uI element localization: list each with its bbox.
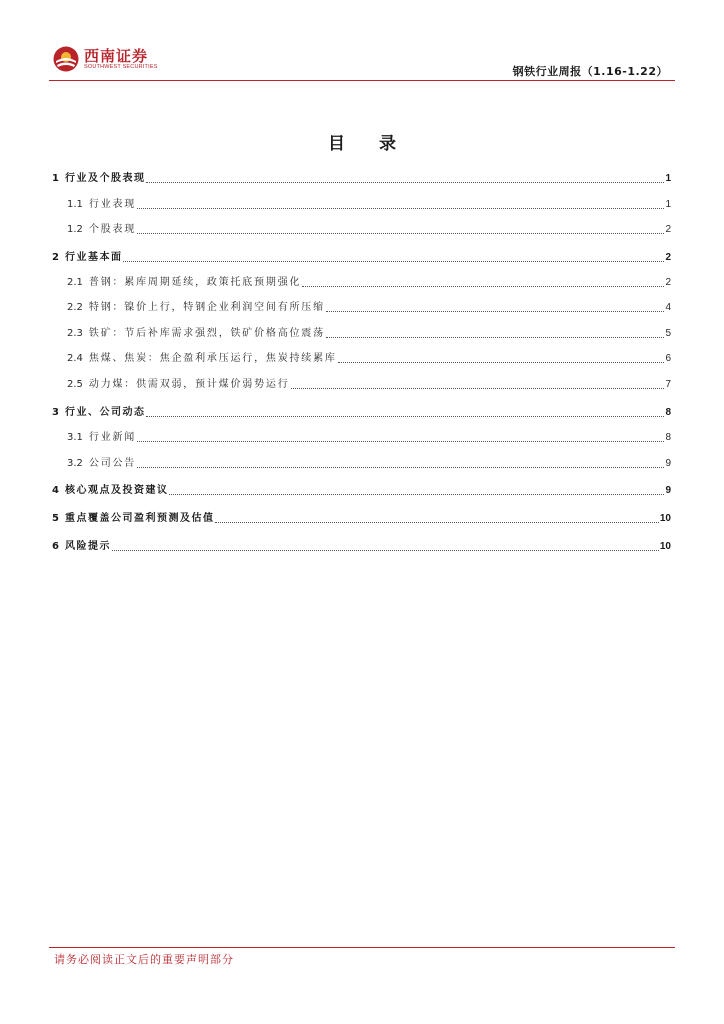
toc-entry-page: 2 — [665, 277, 671, 288]
toc-entry-page: 6 — [665, 353, 671, 364]
toc-dot-leader — [137, 467, 664, 468]
toc-entry[interactable] — [52, 199, 671, 211]
toc-entry-page: 8 — [665, 432, 671, 443]
toc-entry-page: 9 — [665, 458, 671, 469]
toc-dot-leader — [137, 441, 664, 442]
toc-entry-text: 行业及个股表现 — [64, 173, 146, 184]
toc-entry[interactable] — [52, 432, 671, 444]
header-divider — [49, 80, 675, 81]
toc-entry-number: 3.1 — [67, 432, 83, 443]
toc-entry[interactable] — [52, 407, 671, 419]
toc-dot-leader — [326, 311, 665, 312]
toc-entry-number: 2.3 — [67, 328, 83, 339]
toc-entry-text: 行业、公司动态 — [64, 407, 146, 418]
company-logo — [53, 44, 158, 74]
sunrise-logo-icon — [53, 46, 79, 72]
toc-entry-page: 4 — [665, 302, 671, 313]
toc-entry-number: 6 — [52, 541, 59, 552]
toc-entry-text: 特钢：镍价上行，特钢企业利润空间有所压缩 — [88, 302, 325, 313]
toc-entry-text: 焦煤、焦炭：焦企盈利承压运行，焦炭持续累库 — [88, 353, 337, 364]
toc-entry-number: 2.1 — [67, 277, 83, 288]
toc-entry[interactable] — [52, 252, 671, 264]
report-title: 钢铁行业周报（1.16-1.22） — [512, 65, 668, 78]
toc-dot-leader — [123, 261, 664, 262]
toc-entry-number: 2.2 — [67, 302, 83, 313]
toc-entry[interactable] — [52, 224, 671, 236]
toc-entry-number: 3 — [52, 407, 59, 418]
toc-entry-text: 公司公告 — [88, 458, 137, 469]
toc-entry-text: 行业表现 — [88, 199, 137, 210]
toc-entry-text: 风险提示 — [64, 541, 111, 552]
toc-entry-number: 1.1 — [67, 199, 83, 210]
toc-dot-leader — [137, 233, 664, 234]
toc-entry[interactable] — [52, 302, 671, 314]
toc-entry-text: 重点覆盖公司盈利预测及估值 — [64, 513, 215, 524]
toc-entry-page: 1 — [665, 173, 671, 184]
toc-dot-leader — [112, 550, 659, 551]
toc-entry[interactable] — [52, 173, 671, 185]
toc-entry-page: 10 — [659, 541, 671, 552]
footer-divider — [49, 947, 675, 948]
toc-entry[interactable] — [52, 541, 671, 553]
brand-name-cn: 西南证券 — [84, 46, 149, 65]
toc-entry-page: 2 — [665, 252, 671, 263]
toc-entry[interactable] — [52, 379, 671, 391]
brand-name-en: SOUTHWEST SECURITIES — [84, 63, 158, 70]
toc-title: 目 录 — [328, 134, 410, 154]
toc-entry-number: 2.4 — [67, 353, 83, 364]
footer-disclaimer: 请务必阅读正文后的重要声明部分 — [54, 953, 234, 966]
toc-entry-page: 8 — [665, 407, 671, 418]
toc-dot-leader — [137, 208, 664, 209]
toc-entry-text: 动力煤：供需双弱，预计煤价弱势运行 — [88, 379, 290, 390]
toc-entry-text: 行业新闻 — [88, 432, 137, 443]
toc-dot-leader — [302, 286, 664, 287]
toc-entry[interactable] — [52, 513, 671, 525]
toc-entry-number: 3.2 — [67, 458, 83, 469]
toc-entry[interactable] — [52, 353, 671, 365]
toc-dot-leader — [338, 362, 665, 363]
toc-entry-text: 行业基本面 — [64, 252, 123, 263]
toc-entry-page: 10 — [659, 513, 671, 524]
toc-dot-leader — [146, 416, 664, 417]
toc-entry-text: 个股表现 — [88, 224, 137, 235]
toc-entry-page: 7 — [665, 379, 671, 390]
toc-entry-number: 2 — [52, 252, 59, 263]
toc-entry-number: 1.2 — [67, 224, 83, 235]
toc-dot-leader — [291, 388, 665, 389]
toc-dot-leader — [215, 522, 658, 523]
toc-entry[interactable] — [52, 328, 671, 340]
toc-entry-page: 9 — [665, 485, 671, 496]
toc-entry-text: 核心观点及投资建议 — [64, 485, 169, 496]
toc-entry-page: 5 — [665, 328, 671, 339]
toc-dot-leader — [326, 337, 665, 338]
toc-entry-number: 2.5 — [67, 379, 83, 390]
toc-entry-page: 1 — [665, 199, 671, 210]
toc-entry-number: 1 — [52, 173, 59, 184]
toc-entry-text: 铁矿：节后补库需求强烈，铁矿价格高位震荡 — [88, 328, 325, 339]
toc-dot-leader — [146, 182, 664, 183]
toc-entry-page: 2 — [665, 224, 671, 235]
toc-entry[interactable] — [52, 485, 671, 497]
toc-entry[interactable] — [52, 277, 671, 289]
toc-entry-number: 4 — [52, 485, 59, 496]
toc-dot-leader — [169, 494, 664, 495]
toc-entry-text: 普钢：累库周期延续，政策托底预期强化 — [88, 277, 302, 288]
toc-entry[interactable] — [52, 458, 671, 470]
toc-entry-number: 5 — [52, 513, 59, 524]
